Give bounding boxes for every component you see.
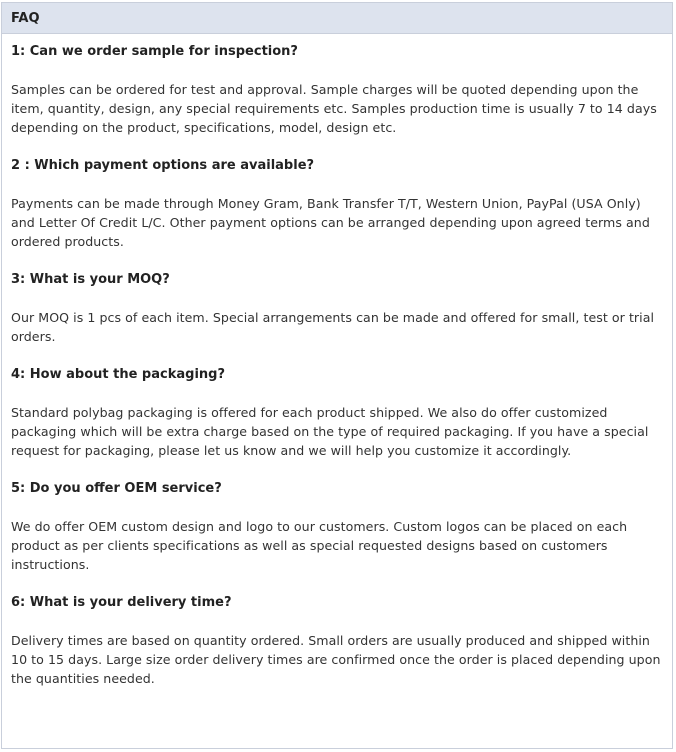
- faq-answer: Payments can be made through Money Gram, Bank Transfer T/T, Western Union, PayPal (USA Only) and Letter Of Credit L/C. Other payment options can be arranged depending upon agreed terms and ordered products.: [11, 196, 650, 249]
- faq-answer: Standard polybag packaging is offered for each product shipped. We also do offer customized packaging which will be extra charge based on the type of required packaging. If you have a special request for packaging, please let us know and we will help you customize it accordingly.: [11, 405, 649, 458]
- faq-answer: Samples can be ordered for test and approval. Sample charges will be quoted depending upon the item, quantity, design, any special requirements etc. Samples production time is usually 7 to 14 days depending on the product, specifications, model, design etc.: [11, 82, 657, 135]
- faq-panel: [1, 2, 673, 749]
- faq-body: [2, 34, 672, 688]
- faq-item: [11, 156, 663, 251]
- faq-question: 2 : Which payment options are available?: [11, 158, 315, 173]
- faq-item: [11, 479, 663, 574]
- faq-answer: Delivery times are based on quantity ordered. Small orders are usually produced and shipped within 10 to 15 days. Large size order delivery times are confirmed once the order is placed depending upon the quantities needed.: [11, 633, 661, 686]
- faq-question: 1: Can we order sample for inspection?: [11, 44, 298, 59]
- faq-answer: Our MOQ is 1 pcs of each item. Special arrangements can be made and offered for small, test or trial orders.: [11, 310, 655, 344]
- faq-header: FAQ: [2, 3, 672, 34]
- faq-answer: We do offer OEM custom design and logo to our customers. Custom logos can be placed on each product as per clients specifications as well as special requested designs based on customers instructions.: [11, 519, 628, 572]
- faq-question: 5: Do you offer OEM service?: [11, 481, 222, 496]
- faq-question: 6: What is your delivery time?: [11, 595, 232, 610]
- faq-item: [11, 365, 663, 460]
- faq-question: 3: What is your MOQ?: [11, 272, 170, 287]
- faq-item: [11, 270, 663, 346]
- faq-item: [11, 42, 663, 137]
- faq-item: [11, 593, 663, 688]
- faq-question: 4: How about the packaging?: [11, 367, 225, 382]
